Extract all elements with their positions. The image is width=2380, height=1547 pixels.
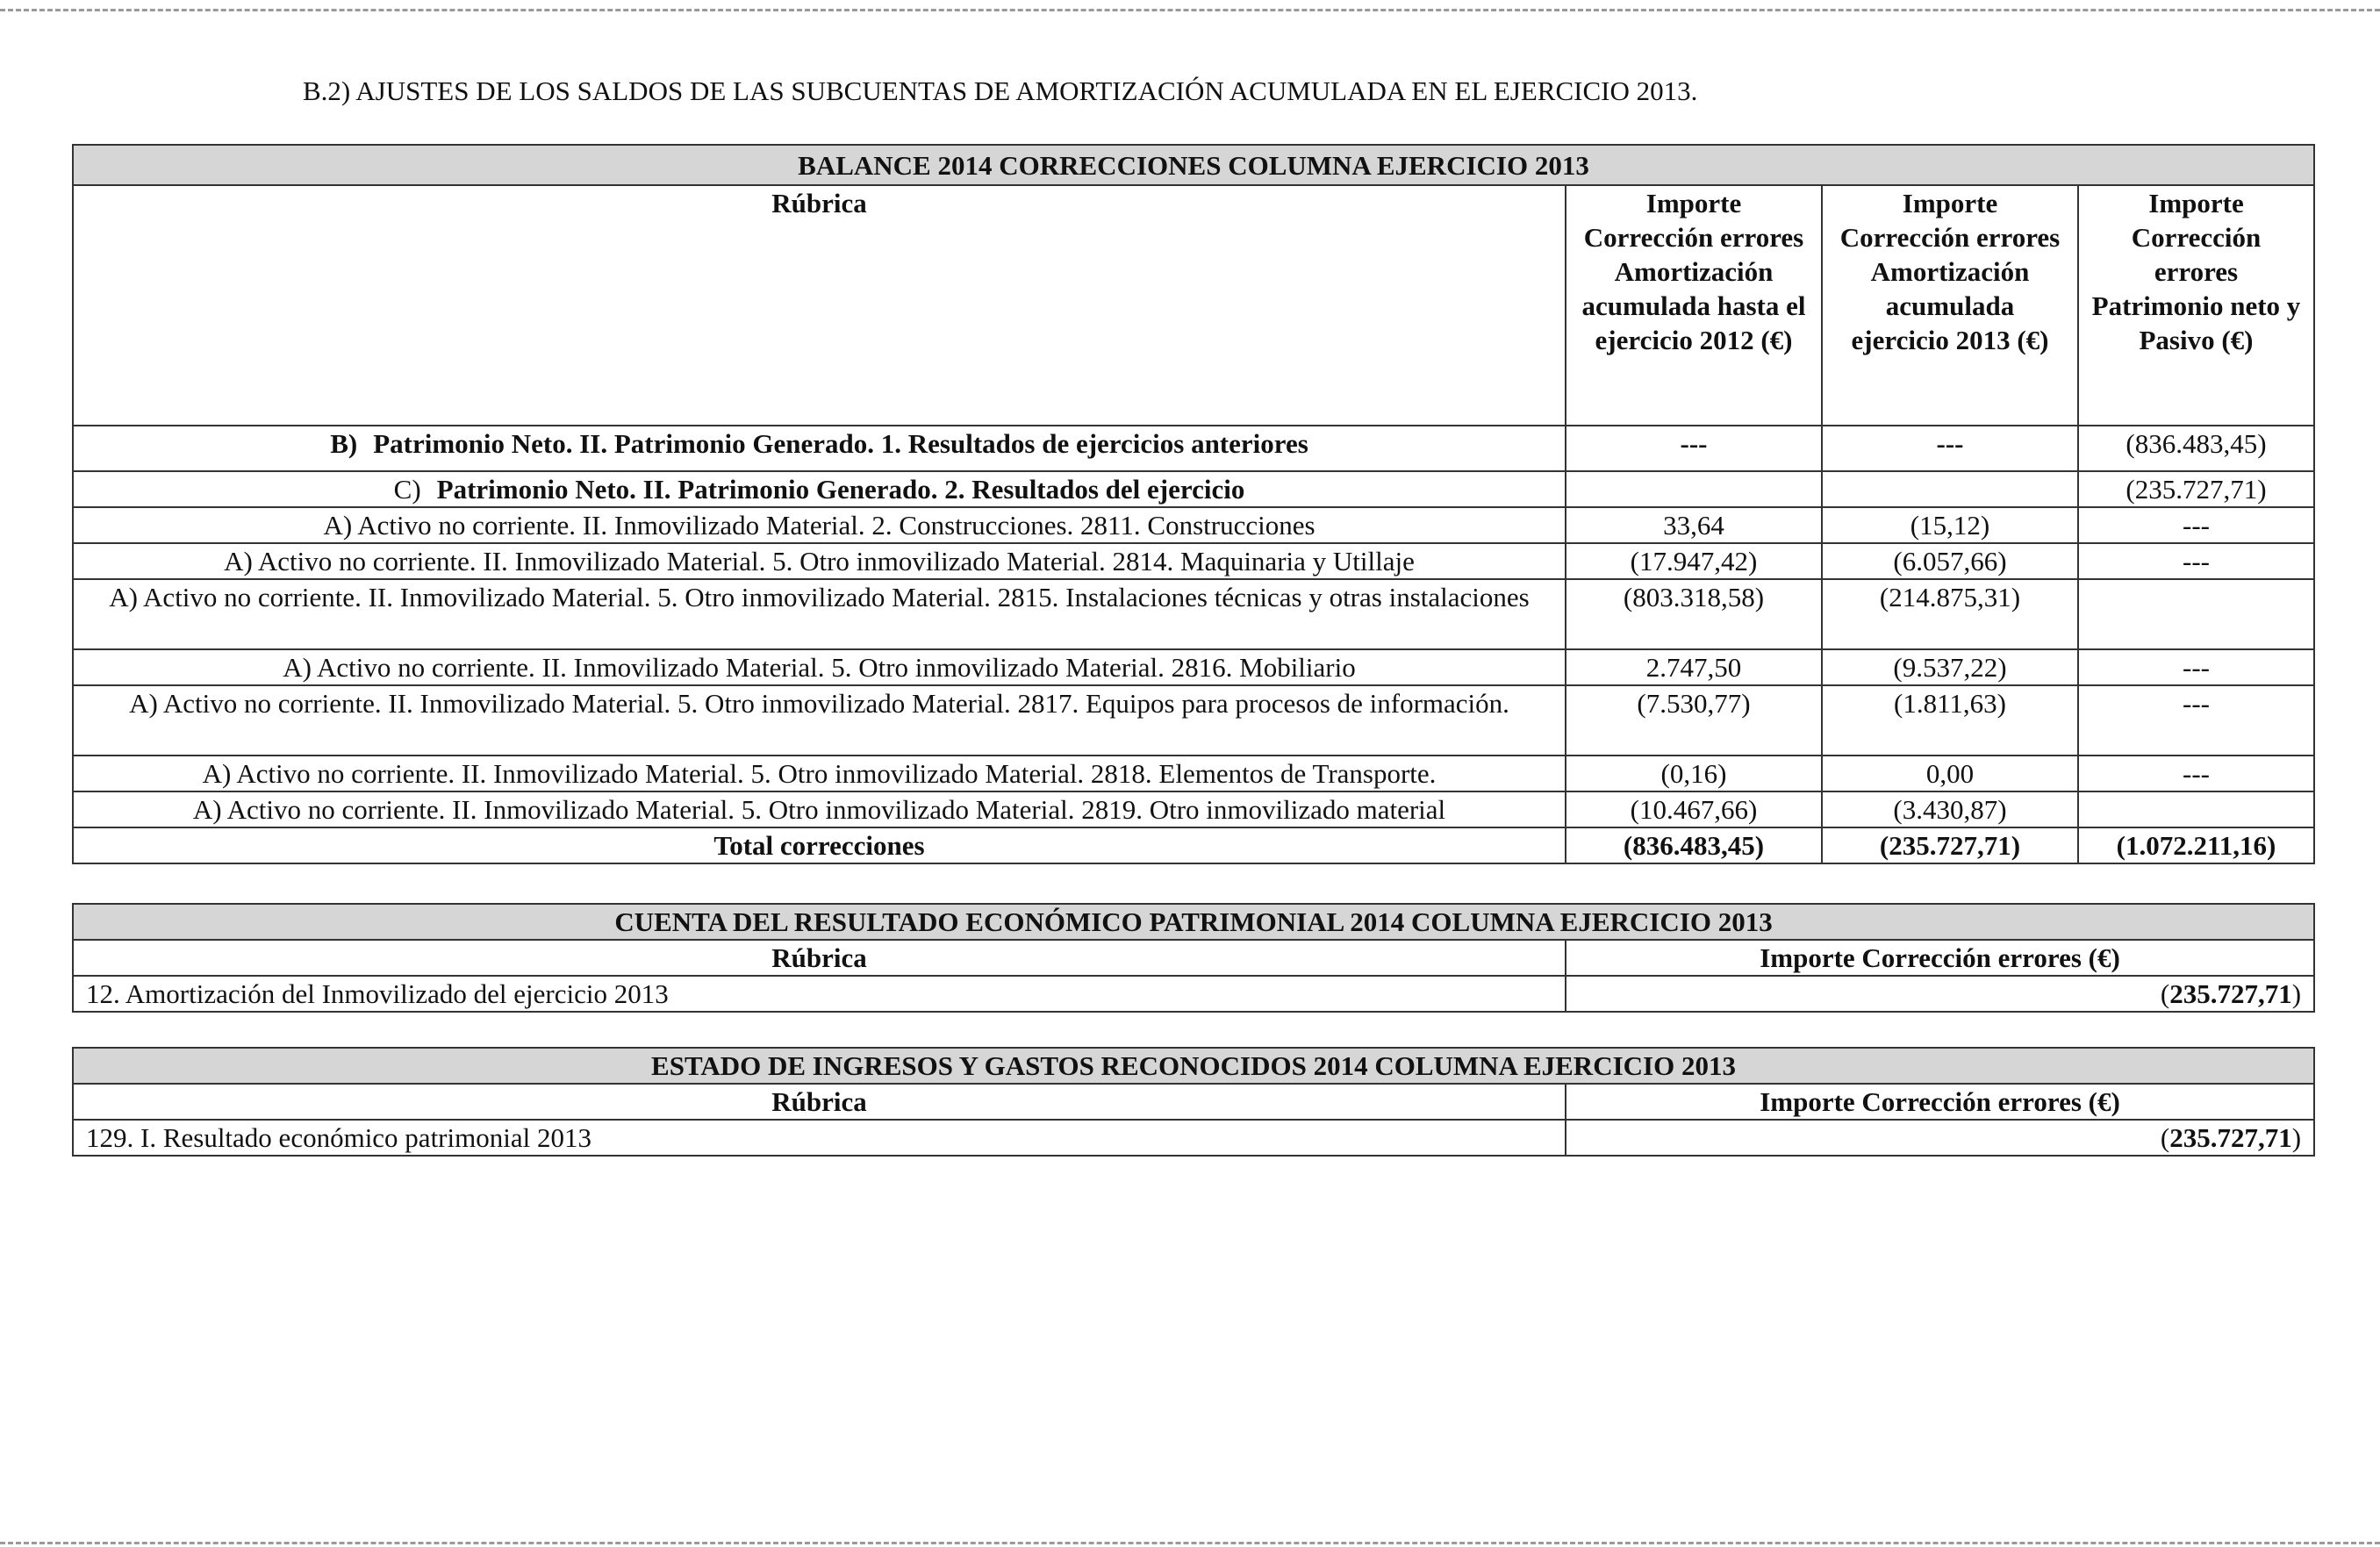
cuenta-resultado-table <box>72 903 2315 1013</box>
estado-ingresos-gastos-table <box>72 1047 2315 1157</box>
row-value-3: --- <box>2078 685 2314 756</box>
row-label: A) Activo no corriente. II. Inmovilizado Material. 5. Otro inmovilizado Material. 2818. Elementos de Transporte. <box>73 756 1566 791</box>
row-value-1: 2.747,50 <box>1566 649 1822 685</box>
row-value-1: (17.947,42) <box>1566 543 1822 579</box>
row-value-2: (1.811,63) <box>1822 685 2078 756</box>
row-value-1: --- <box>1566 426 1822 471</box>
row-label: A) Activo no corriente. II. Inmovilizado Material. 5. Otro inmovilizado Material. 2816. Mobiliario <box>73 649 1566 685</box>
estado-title: ESTADO DE INGRESOS Y GASTOS RECONOCIDOS 2014 COLUMNA EJERCICIO 2013 <box>73 1048 2314 1084</box>
row-label: 129. I. Resultado económico patrimonial 2013 <box>73 1120 1566 1156</box>
header-amortizacion-2013: Importe Corrección errores Amortización acumulada ejercicio 2013 (€) <box>1822 185 2078 426</box>
header-importe: Importe Corrección errores (€) <box>1566 940 2314 976</box>
table-row <box>73 507 2314 543</box>
table-row <box>73 471 2314 507</box>
cuenta-header-row <box>73 940 2314 976</box>
row-value-3: --- <box>2078 756 2314 791</box>
header-amortizacion-hasta-2012: Importe Corrección errores Amortización acumulada hasta el ejercicio 2012 (€) <box>1566 185 1822 426</box>
row-label: C) Patrimonio Neto. II. Patrimonio Generado. 2. Resultados del ejercicio <box>73 471 1566 507</box>
row-amount: (235.727,71) <box>1566 976 2314 1012</box>
row-label: A) Activo no corriente. II. Inmovilizado Material. 5. Otro inmovilizado Material. 2819. Otro inmovilizado material <box>73 791 1566 827</box>
balance-table <box>72 144 2315 864</box>
row-value-3: --- <box>2078 543 2314 579</box>
section-heading: B.2) AJUSTES DE LOS SALDOS DE LAS SUBCUENTAS DE AMORTIZACIÓN ACUMULADA EN EL EJERCICIO 2013. <box>303 75 1698 106</box>
total-row <box>73 827 2314 863</box>
balance-title-row <box>73 145 2314 185</box>
total-label: Total correcciones <box>73 827 1566 863</box>
row-value-3 <box>2078 791 2314 827</box>
row-value-1: (7.530,77) <box>1566 685 1822 756</box>
row-value-3: --- <box>2078 507 2314 543</box>
row-label: A) Activo no corriente. II. Inmovilizado Material. 2. Construcciones. 2811. Construcciones <box>73 507 1566 543</box>
row-label: A) Activo no corriente. II. Inmovilizado Material. 5. Otro inmovilizado Material. 2814. Maquinaria y Utillaje <box>73 543 1566 579</box>
table-row <box>73 1120 2314 1156</box>
row-value-1: (10.467,66) <box>1566 791 1822 827</box>
cuenta-title-row <box>73 904 2314 940</box>
row-label: A) Activo no corriente. II. Inmovilizado Material. 5. Otro inmovilizado Material. 2815. Instalaciones técnicas y otras instalaciones <box>73 579 1566 649</box>
header-rubrica: Rúbrica <box>73 940 1566 976</box>
row-value-2: (9.537,22) <box>1822 649 2078 685</box>
balance-header-row <box>73 185 2314 426</box>
table-row <box>73 579 2314 649</box>
row-value-1 <box>1566 471 1822 507</box>
page-top-border <box>0 9 2380 11</box>
table-row <box>73 756 2314 791</box>
row-value-2 <box>1822 471 2078 507</box>
estado-header-row <box>73 1084 2314 1120</box>
row-label: B) Patrimonio Neto. II. Patrimonio Generado. 1. Resultados de ejercicios anteriores <box>73 426 1566 471</box>
row-amount: (235.727,71) <box>1566 1120 2314 1156</box>
row-value-3: --- <box>2078 649 2314 685</box>
table-row <box>73 791 2314 827</box>
total-value-2: (235.727,71) <box>1822 827 2078 863</box>
row-value-2: (3.430,87) <box>1822 791 2078 827</box>
header-importe: Importe Corrección errores (€) <box>1566 1084 2314 1120</box>
header-patrimonio-pasivo: Importe Corrección errores Patrimonio neto y Pasivo (€) <box>2078 185 2314 426</box>
table-row <box>73 543 2314 579</box>
total-value-3: (1.072.211,16) <box>2078 827 2314 863</box>
header-rubrica: Rúbrica <box>73 185 1566 426</box>
row-value-2: (214.875,31) <box>1822 579 2078 649</box>
row-label: 12. Amortización del Inmovilizado del ejercicio 2013 <box>73 976 1566 1012</box>
table-row <box>73 976 2314 1012</box>
table-row <box>73 426 2314 471</box>
row-value-2: (15,12) <box>1822 507 2078 543</box>
row-value-1: 33,64 <box>1566 507 1822 543</box>
row-value-2: --- <box>1822 426 2078 471</box>
row-value-1: (803.318,58) <box>1566 579 1822 649</box>
table-row <box>73 685 2314 756</box>
row-value-3: (836.483,45) <box>2078 426 2314 471</box>
row-value-1: (0,16) <box>1566 756 1822 791</box>
row-value-3: (235.727,71) <box>2078 471 2314 507</box>
estado-title-row <box>73 1048 2314 1084</box>
header-rubrica: Rúbrica <box>73 1084 1566 1120</box>
row-label: A) Activo no corriente. II. Inmovilizado Material. 5. Otro inmovilizado Material. 2817. Equipos para procesos de información. <box>73 685 1566 756</box>
table-row <box>73 649 2314 685</box>
row-value-3 <box>2078 579 2314 649</box>
balance-title: BALANCE 2014 CORRECCIONES COLUMNA EJERCICIO 2013 <box>73 145 2314 185</box>
cuenta-title: CUENTA DEL RESULTADO ECONÓMICO PATRIMONIAL 2014 COLUMNA EJERCICIO 2013 <box>73 904 2314 940</box>
row-value-2: 0,00 <box>1822 756 2078 791</box>
total-value-1: (836.483,45) <box>1566 827 1822 863</box>
row-value-2: (6.057,66) <box>1822 543 2078 579</box>
page-bottom-border <box>0 1542 2380 1544</box>
